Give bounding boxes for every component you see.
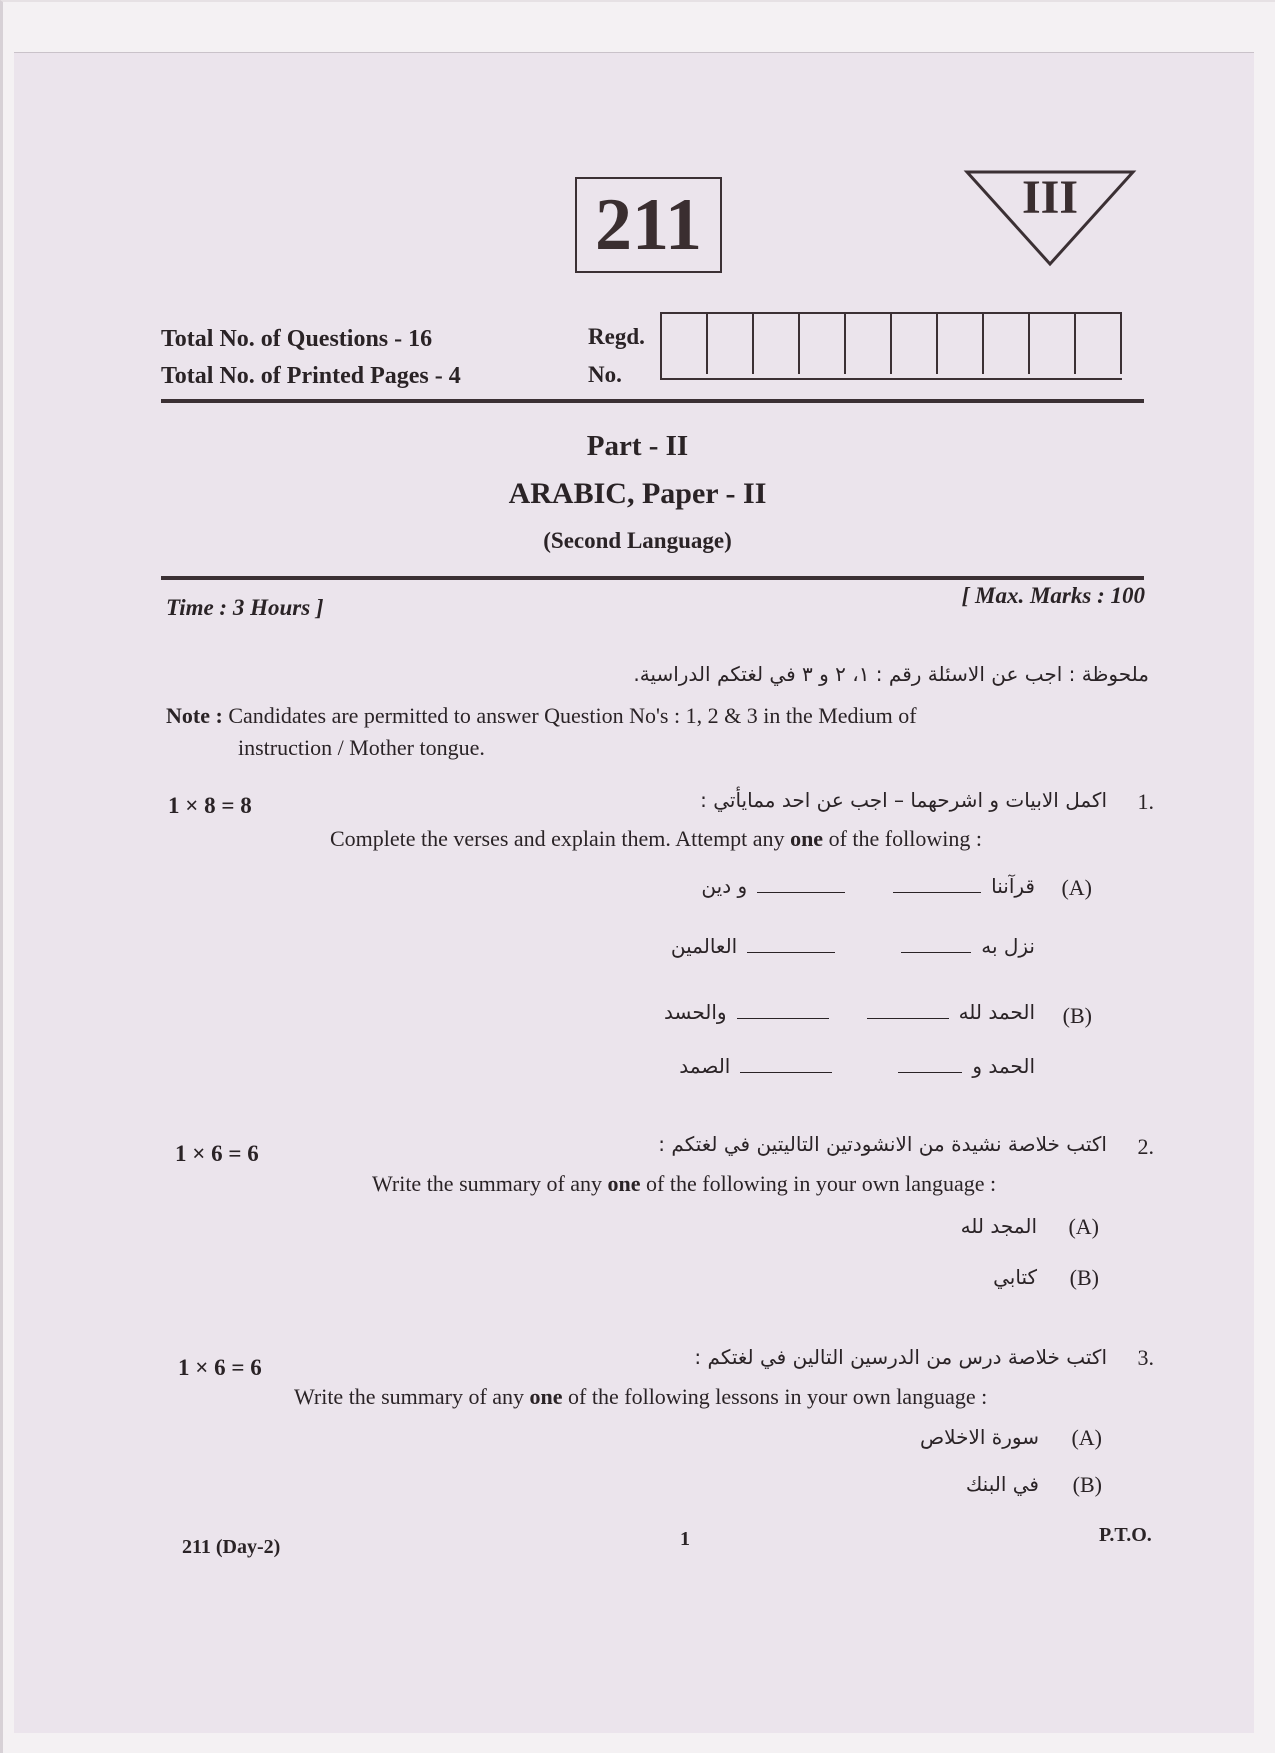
q1-english [330, 826, 982, 852]
q1-verse-a-line2 [671, 934, 1035, 958]
footer-code: 211 (Day-2) [182, 1536, 281, 1558]
regd-label [588, 318, 645, 394]
q3-number: 3. [1137, 1345, 1154, 1370]
verse-start: الحمد لله [958, 1000, 1035, 1024]
q2-english [372, 1171, 996, 1197]
note-english [166, 703, 917, 729]
regd-text: Regd. [588, 324, 645, 349]
verse-end: و دين [701, 874, 748, 898]
part-title: Part - II [586, 430, 689, 462]
regd-cell[interactable] [754, 314, 800, 374]
q3-marks: 1 × 6 = 6 [178, 1355, 262, 1380]
regd-number-boxes[interactable] [660, 312, 1122, 380]
blank [901, 938, 971, 953]
verse-end: والحسد [664, 1000, 727, 1024]
q2-number: 2. [1137, 1134, 1154, 1159]
no-text: No. [588, 362, 622, 387]
q1-verse-a-label: (A) [1061, 875, 1092, 900]
blank [867, 1004, 949, 1019]
blank [757, 878, 845, 893]
q1-arabic: اكمل الابيات و اشرحهما – اجب عن احد ممايأتي : [700, 788, 1107, 812]
verse-start: نزل به [981, 934, 1035, 958]
regd-cell[interactable] [846, 314, 892, 374]
note-text-1: Candidates are permitted to answer Question No's : 1, 2 & 3 in the Medium of [228, 703, 917, 728]
blank [740, 1058, 832, 1073]
q1-number: 1. [1137, 789, 1154, 814]
q2-english-bold: one [607, 1171, 641, 1196]
note-label: Note : [166, 703, 223, 728]
q2-english-post: of the following in your own language : [640, 1171, 997, 1196]
header-rule [161, 399, 1144, 403]
q1-verse-a-line1 [701, 874, 1035, 898]
regd-cell[interactable] [800, 314, 846, 374]
q3-english-post: of the following lessons in your own language : [562, 1384, 988, 1409]
q1-english-post: of the following : [823, 826, 982, 851]
q2-english-pre: Write the summary of any [372, 1171, 608, 1196]
blank [737, 1004, 829, 1019]
q3-option-b-label: (B) [1072, 1472, 1102, 1497]
paper-code-box: 211 [575, 177, 722, 273]
verse-start: الحمد و [972, 1054, 1035, 1078]
regd-cell[interactable] [938, 314, 984, 374]
q3-option-a: سورة الاخلاص [919, 1425, 1039, 1449]
q2-option-a-label: (A) [1068, 1214, 1099, 1239]
regd-cell[interactable] [1076, 314, 1122, 374]
verse-end: الصمد [679, 1054, 731, 1078]
subtitle: (Second Language) [543, 528, 732, 553]
q2-option-b: كتابي [993, 1265, 1037, 1289]
q1-verse-b-line2 [679, 1054, 1035, 1078]
blank [893, 878, 981, 893]
regd-cell[interactable] [708, 314, 754, 374]
note-arabic: ملحوظة : اجب عن الاسئلة رقم : ١، ٢ و ٣ في لغتكم الدراسية. [633, 662, 1149, 686]
q2-arabic: اكتب خلاصة نشيدة من الانشودتين التاليتين في لغتكم : [658, 1132, 1107, 1156]
q1-verse-b-label: (B) [1062, 1003, 1092, 1028]
q3-english [294, 1384, 987, 1410]
note-text-2: instruction / Mother tongue. [238, 735, 485, 760]
pto-label: P.T.O. [1099, 1524, 1152, 1546]
total-questions: Total No. of Questions - 16 [161, 326, 433, 352]
q3-english-bold: one [529, 1384, 563, 1409]
verse-end: العالمين [670, 934, 738, 958]
q2-option-a: المجد لله [960, 1214, 1037, 1238]
time-label: Time : 3 Hours ] [166, 595, 324, 620]
subject-title: ARABIC, Paper - II [508, 477, 767, 510]
q1-english-bold: one [790, 826, 824, 851]
regd-cell[interactable] [662, 314, 708, 374]
q3-arabic: اكتب خلاصة درس من الدرسين التالين في لغتكم : [694, 1345, 1107, 1369]
q2-option-b-label: (B) [1069, 1265, 1099, 1290]
max-marks: [ Max. Marks : 100 [961, 583, 1145, 608]
blank [898, 1058, 962, 1073]
q1-verse-b-line1 [664, 1000, 1035, 1024]
q1-english-pre: Complete the verses and explain them. Attempt any [330, 826, 791, 851]
verse-start: قرآننا [991, 874, 1035, 898]
blank [747, 938, 835, 953]
q1-marks: 1 × 8 = 8 [168, 793, 252, 818]
total-pages: Total No. of Printed Pages - 4 [161, 363, 461, 389]
q2-marks: 1 × 6 = 6 [175, 1141, 259, 1166]
q3-option-b: في البنك [965, 1472, 1039, 1496]
q3-option-a-label: (A) [1071, 1425, 1102, 1450]
regd-cell[interactable] [984, 314, 1030, 374]
regd-cell[interactable] [1030, 314, 1076, 374]
q3-english-pre: Write the summary of any [294, 1384, 530, 1409]
page-number: 1 [680, 1528, 690, 1550]
regd-cell[interactable] [892, 314, 938, 374]
set-number: III [1021, 171, 1079, 224]
title-rule [161, 576, 1144, 580]
